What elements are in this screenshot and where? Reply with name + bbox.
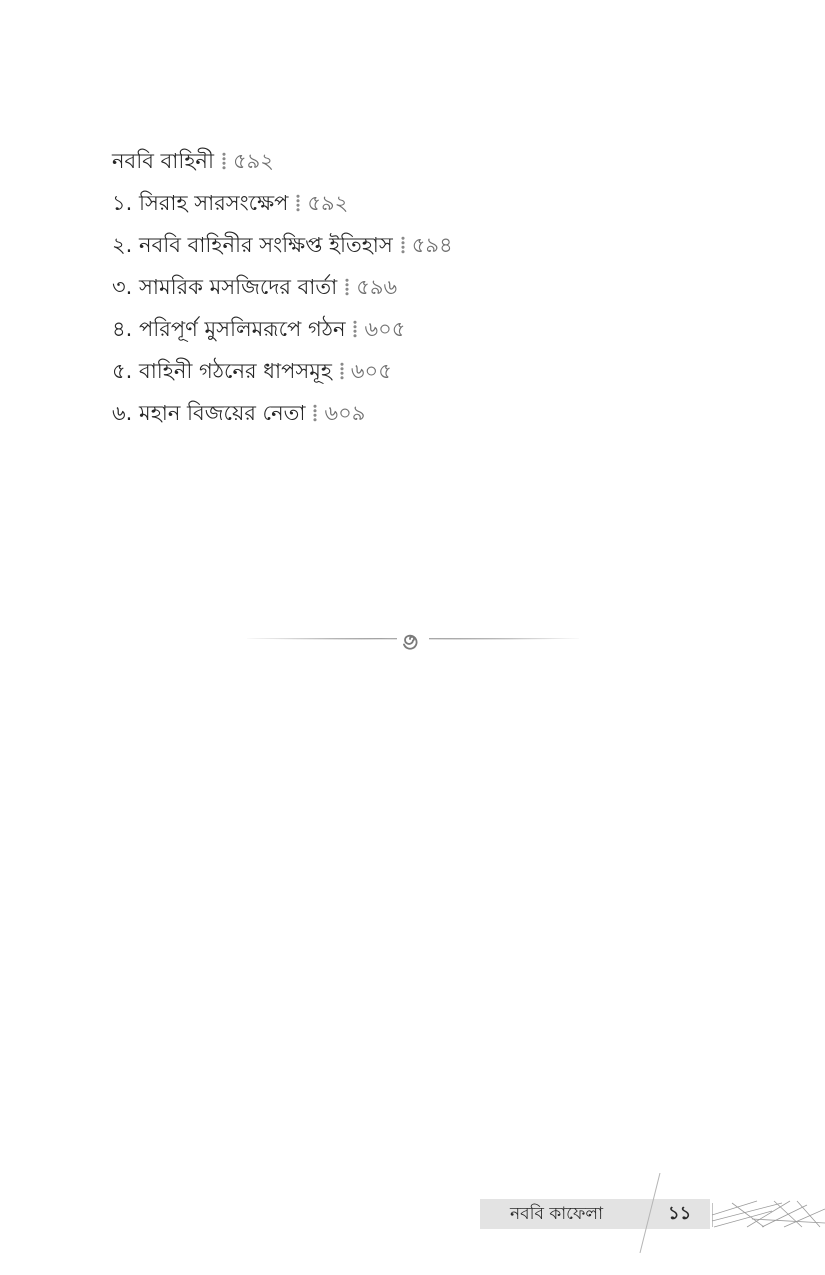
dotted-separator-icon (353, 320, 357, 338)
toc-entry-number: ১. (112, 191, 133, 215)
toc-entry[interactable] (112, 227, 453, 269)
toc-entry-heading[interactable] (112, 143, 453, 185)
toc-entry-page: ৫৯২ (307, 191, 349, 215)
toc-entry[interactable] (112, 311, 453, 353)
toc-entry-title: সামরিক মসজিদের বার্তা (139, 275, 338, 299)
dotted-separator-icon (340, 362, 344, 380)
dotted-separator-icon (313, 404, 317, 422)
toc-entry-number: ২. (112, 233, 133, 257)
dotted-separator-icon (296, 194, 300, 212)
toc-entry-number: ৩. (112, 275, 133, 299)
toc-entry-title: সিরাহ সারসংক্ষেপ (139, 191, 289, 215)
toc-entry-title: বাহিনী গঠনের ধাপসমূহ (139, 359, 332, 383)
toc-entry-page: ৬০৫ (350, 359, 392, 383)
toc-entry-page: ৫৯৬ (356, 275, 398, 299)
toc-entry[interactable] (112, 353, 453, 395)
toc-entry-title: পরিপূর্ণ মুসলিমরূপে গঠন (139, 317, 346, 341)
toc-entry-title: নববি বাহিনী (112, 149, 214, 173)
toc-entry[interactable] (112, 269, 453, 311)
dotted-separator-icon (345, 278, 349, 296)
toc-entry[interactable] (112, 395, 453, 437)
footer-page-number: ১১ (668, 1203, 692, 1224)
footer-book-title: নববি কাফেলা (510, 1204, 604, 1224)
table-of-contents (112, 143, 453, 437)
toc-entry-number: ৪. (112, 317, 133, 341)
section-divider-ornament-icon (247, 626, 579, 652)
dotted-separator-icon (401, 236, 405, 254)
toc-entry-title: নববি বাহিনীর সংক্ষিপ্ত ইতিহাস (139, 233, 393, 257)
toc-entry-page: ৬০৫ (364, 317, 406, 341)
toc-entry[interactable] (112, 185, 453, 227)
dotted-separator-icon (222, 152, 226, 170)
footer-crosshatch-pattern-icon (712, 1199, 825, 1229)
toc-entry-page: ৬০৯ (324, 401, 366, 425)
toc-entry-title: মহান বিজয়ের নেতা (139, 401, 306, 425)
toc-entry-number: ৫. (112, 359, 133, 383)
toc-entry-page: ৫৯৪ (411, 233, 453, 257)
toc-entry-page: ৫৯২ (232, 149, 274, 173)
toc-entry-number: ৬. (112, 401, 133, 425)
running-footer (480, 1199, 825, 1229)
